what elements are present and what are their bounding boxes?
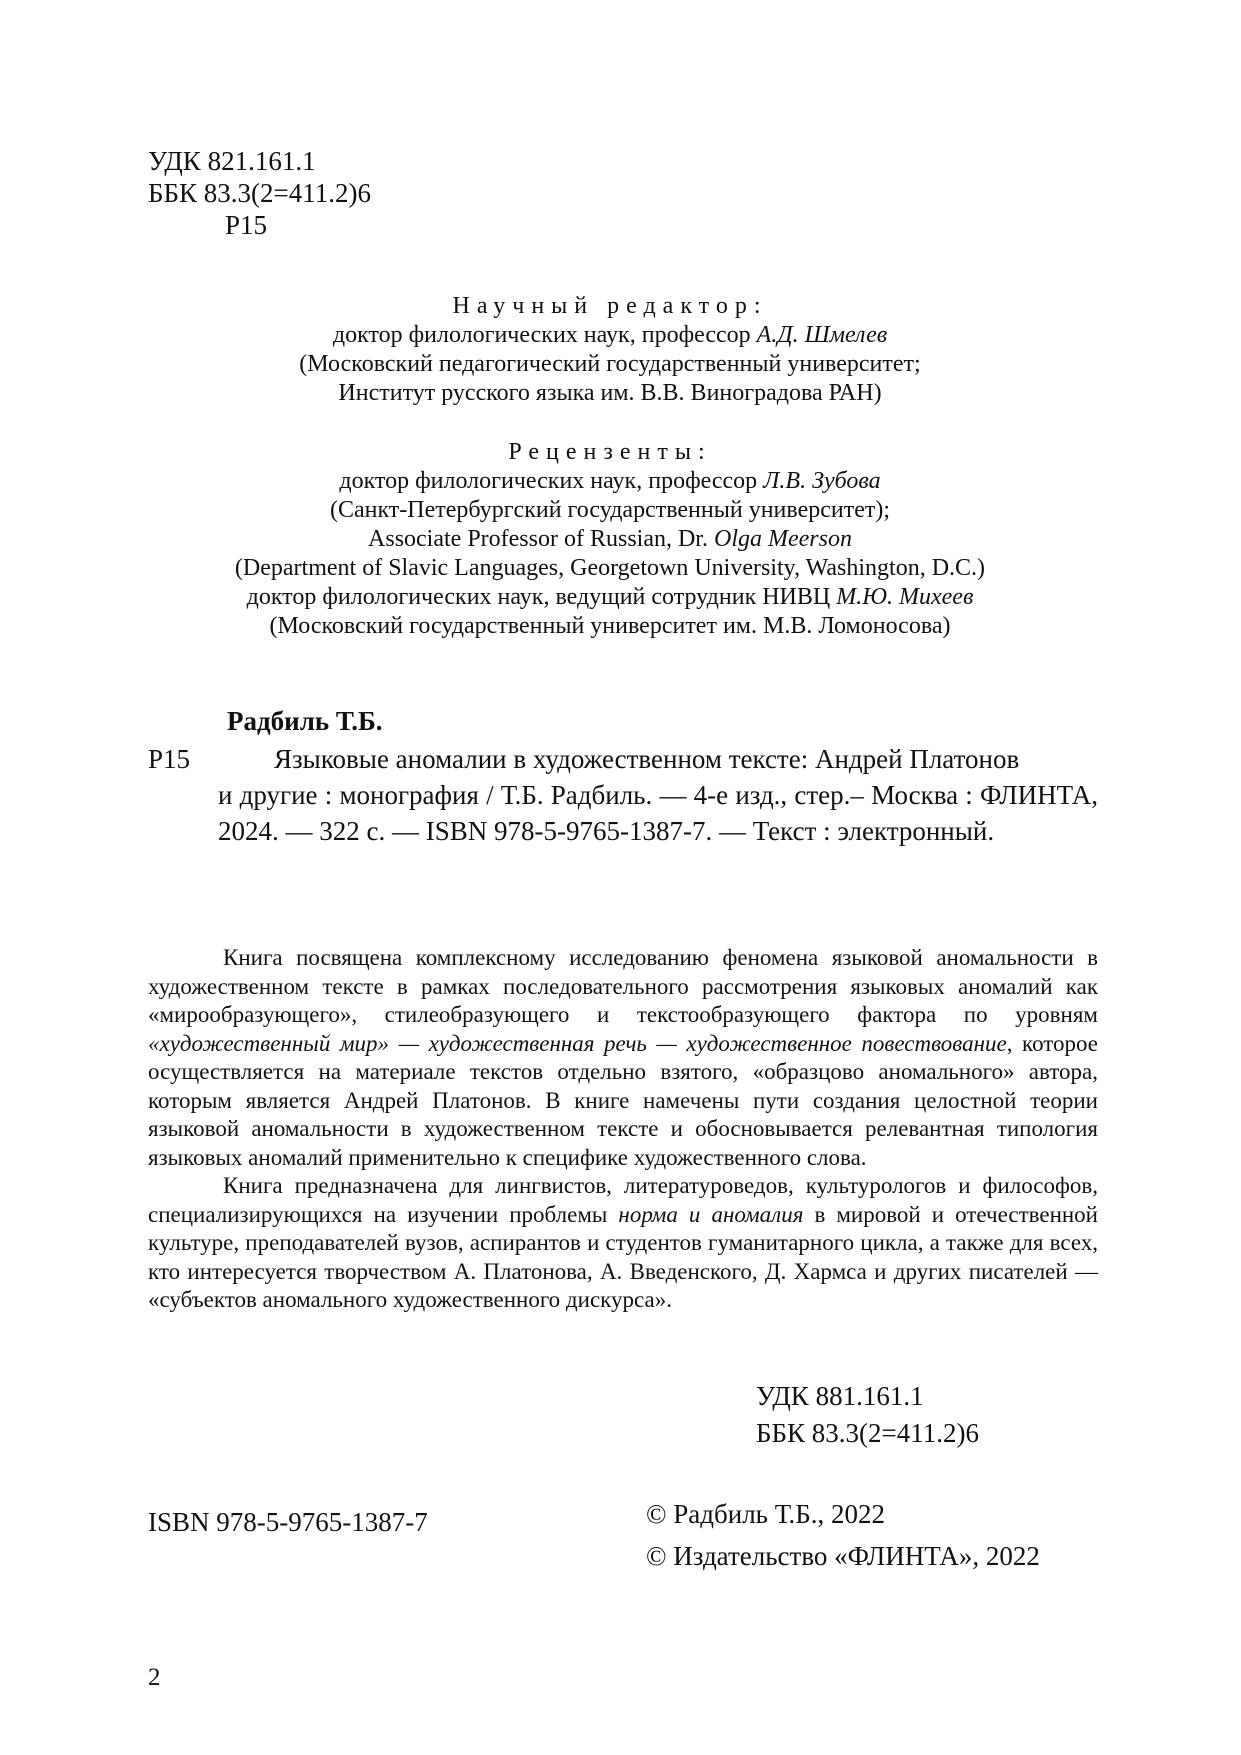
reviewer-3: доктор филологических наук, ведущий сотрудник НИВЦ М.Ю. Михеев	[246, 584, 974, 610]
page-number: 2	[148, 1664, 161, 1691]
catalog-title: Языковые аномалии в художественном тексте: Андрей Платонов	[274, 744, 1020, 774]
editor-heading: Научный редактор:	[452, 293, 768, 319]
reviewer-3-affiliation: (Московский государственный университет им. М.В. Ломоносова)	[269, 613, 951, 639]
editor-name: А.Д. Шмелев	[756, 322, 888, 348]
abstract	[148, 944, 1098, 1315]
footer-udk: УДК 881.161.1	[756, 1381, 924, 1411]
reviewer-3-name: М.Ю. Михеев	[836, 584, 974, 610]
catalog-author: Радбиль Т.Б.	[227, 706, 383, 736]
reviewer-2-affiliation: (Department of Slavic Languages, Georgetown University, Washington, D.C.)	[234, 555, 986, 581]
copyright-block	[646, 1493, 1040, 1577]
abstract-paragraph-1: Книга посвящена комплексному исследованию феномена языковой аномальности в художественном тексте в рамках последовательного рассмотрения языковых аномалий как «мирообразующего», стилеобразующего и текстообразующего фактора по уровням «художественный мир» — художественная речь — художественное повествование, которое осуществляется на материале текстов отдельно взятого, «образцово аномального» автора, которым является Андрей Платонов. В книге намечены пути создания целостной теории языковой аномальности в художественном тексте и обосновывается релевантная типология языковых аномалий применительно к специфике художественного слова.	[148, 945, 1098, 1170]
isbn: ISBN 978-5-9765-1387-7	[148, 1507, 428, 1537]
footer-bbk: ББК 83.3(2=411.2)6	[756, 1418, 979, 1448]
editor-line: доктор филологических наук, профессор А.Д. Шмелев	[332, 322, 888, 348]
catalog-code: Р15	[148, 744, 191, 774]
editor-affiliation: (Московский педагогический государственный университет;	[299, 351, 921, 377]
udk-code: УДК 821.161.1	[148, 146, 316, 176]
reviewer-1-affiliation: (Санкт-Петербургский государственный университет);	[329, 497, 891, 523]
reviewers-block	[180, 438, 1040, 641]
reviewer-1: доктор филологических наук, профессор Л.В. Зубова	[339, 468, 881, 494]
abstract-paragraph-2: Книга предназначена для лингвистов, литературоведов, культурологов и философов, специализирующихся на изучении проблемы норма и аномалия в мировой и отечественной культуре, преподавателей вузов, аспирантов и студентов гуманитарного цикла, а также для всех, кто интересуется творчеством А. Платонова, А. Введенского, Д. Хармса и других писателей — «субъектов аномального художественного дискурса».	[148, 1173, 1098, 1312]
copyright-publisher: © Издательство «ФЛИНТА», 2022	[646, 1541, 1040, 1571]
reviewer-2: Associate Professor of Russian, Dr. Olga Meerson	[368, 526, 852, 552]
reviewer-1-name: Л.В. Зубова	[763, 468, 881, 494]
editor-affiliation-2: Институт русского языка им. В.В. Виноградова РАН)	[338, 380, 882, 406]
reviewers-heading: Рецензенты:	[508, 439, 712, 465]
scientific-editor-block	[180, 292, 1040, 408]
reviewer-2-name: Olga Meerson	[713, 526, 852, 552]
author-mark: Р15	[225, 210, 268, 240]
footer-classification	[756, 1378, 979, 1452]
catalog-entry	[218, 741, 1098, 849]
bbk-code: ББК 83.3(2=411.2)6	[148, 178, 371, 208]
catalog-details: и другие : монография / Т.Б. Радбиль. — 4-е изд., стер.– Москва : ФЛИНТА, 2024. — 322 с. — ISBN 978-5-9765-1387-7. — Текст : электронный.	[218, 780, 1098, 846]
copyright-author: © Радбиль Т.Б., 2022	[646, 1499, 886, 1529]
classification-block	[148, 145, 371, 241]
